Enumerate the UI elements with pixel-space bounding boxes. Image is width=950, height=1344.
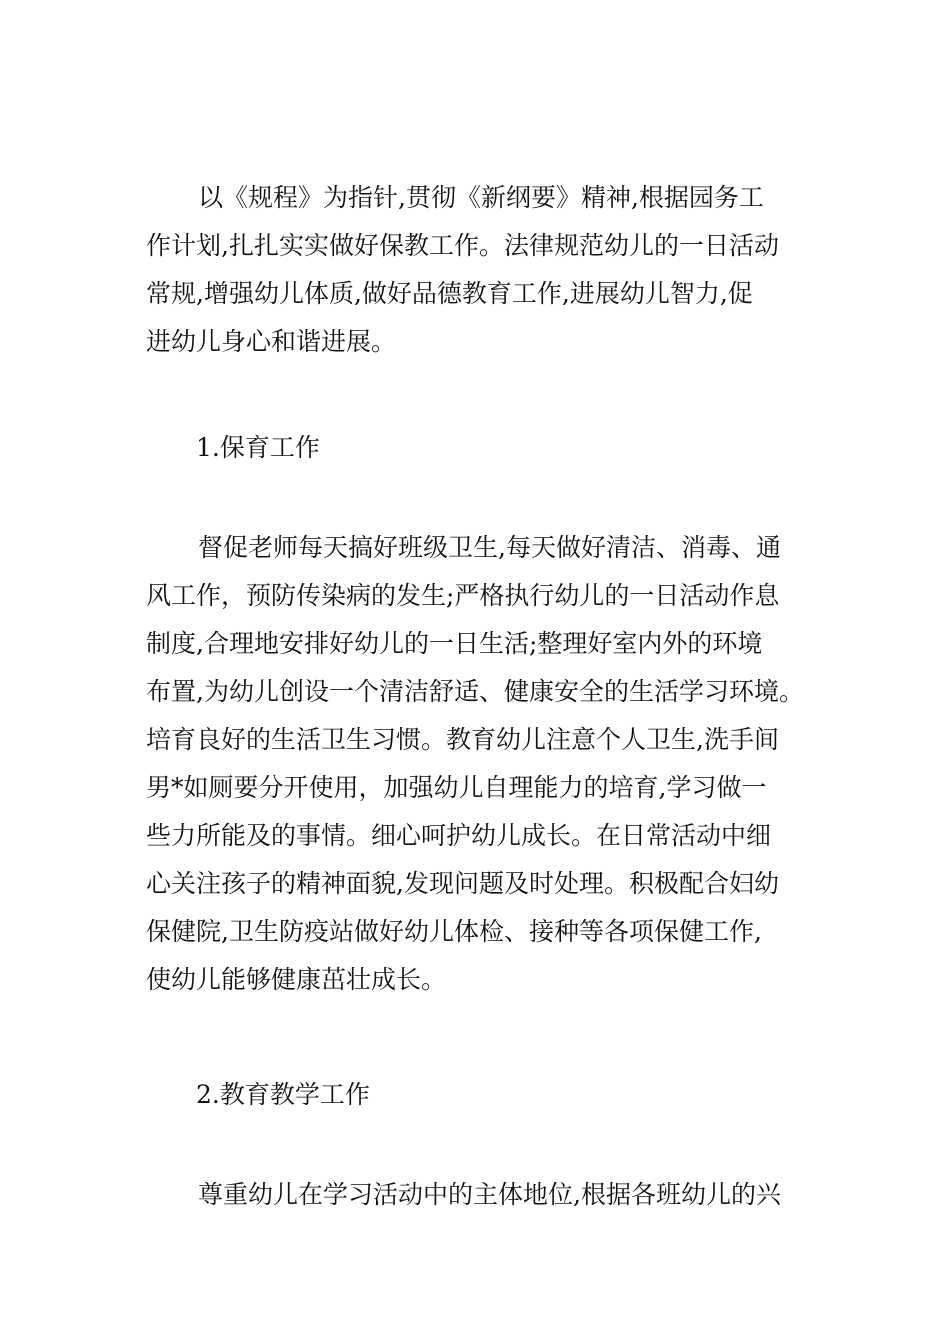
paragraph-line: 风工作，预防传染病的发生;严格执行幼儿的一日活动作息 <box>146 581 780 610</box>
paragraph-line: 男*如厕要分开使用，加强幼儿自理能力的培育,学习做一 <box>146 773 767 802</box>
paragraph-line: 心关注孩子的精神面貌,发现问题及时处理。积极配合妇幼 <box>146 869 779 898</box>
paragraph-line: 布置,为幼儿创设一个清洁舒适、健康安全的生活学习环境。 <box>146 677 804 706</box>
paragraph-line: 作计划,扎扎实实做好保教工作。法律规范幼儿的一日活动 <box>146 231 779 260</box>
paragraph-line: 使幼儿能够健康茁壮成长。 <box>146 965 447 994</box>
intro-paragraph <box>146 174 826 366</box>
teaching-paragraph <box>146 1171 826 1219</box>
paragraph-line: 保健院,卫生防疫站做好幼儿体检、接种等各项保健工作, <box>146 917 762 946</box>
section-heading-teaching: 2.教育教学工作 <box>196 1080 370 1109</box>
paragraph-line: 些力所能及的事情。细心呵护幼儿成长。在日常活动中细 <box>146 821 772 850</box>
paragraph-line: 进幼儿身心和谐进展。 <box>146 327 397 356</box>
section-heading-childcare: 1.保育工作 <box>196 433 320 462</box>
paragraph-line: 尊重幼儿在学习活动中的主体地位,根据各班幼儿的兴 <box>198 1180 781 1209</box>
paragraph-line: 督促老师每天搞好班级卫生,每天做好清洁、消毒、通 <box>198 533 781 562</box>
paragraph-line: 常规,增强幼儿体质,做好品德教育工作,进展幼儿智力,促 <box>146 279 753 308</box>
paragraph-line: 以《规程》为指针,贯彻《新纲要》精神,根据园务工 <box>198 183 764 212</box>
childcare-paragraph <box>146 524 826 1004</box>
paragraph-line: 制度,合理地安排好幼儿的一日生活;整理好室内外的环境 <box>146 629 763 658</box>
paragraph-line: 培育良好的生活卫生习惯。教育幼儿注意个人卫生,洗手间 <box>146 725 779 754</box>
